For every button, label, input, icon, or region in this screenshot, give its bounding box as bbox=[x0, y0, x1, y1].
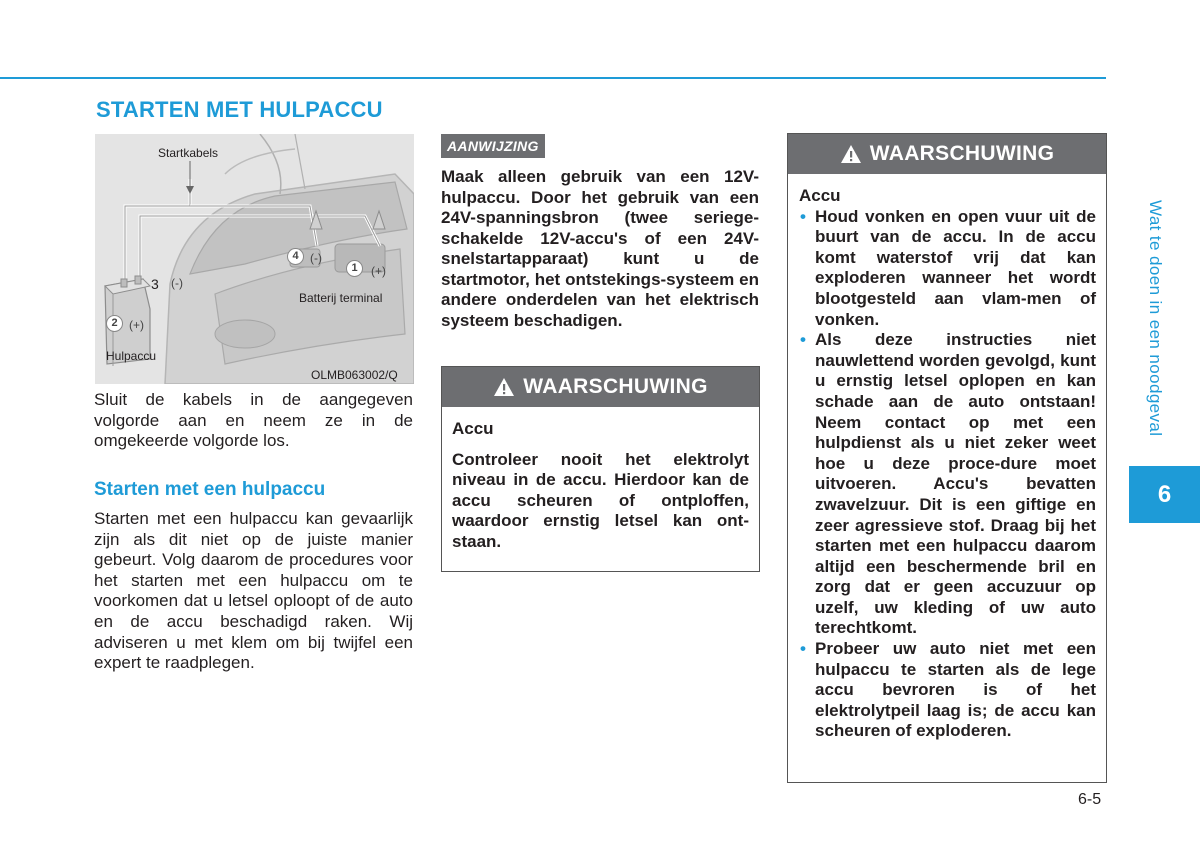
warning-bullet: • Houd vonken en open vuur uit de buurt van de accu. In de accu komt waterstof vrij dat kan exploderen wanneer het wordt blootgesteld aan vlam-men of vonken. bbox=[799, 207, 1096, 331]
section-title: STARTEN MET HULPACCU bbox=[96, 97, 383, 122]
warning-body-middle bbox=[442, 407, 759, 553]
warning-text-middle: Controleer nooit het elektrolyt niveau in de accu. Hierdoor kan de accu scheuren of ontploffen, waardoor ernstig letsel kan ont-staan. bbox=[452, 449, 749, 551]
sub-text: Starten met een hulpaccu kan gevaarlijk zijn als dit niet op de juiste manier gebeurt. Volg daarom de procedures voor het starten met een hulpaccu om te voorkomen dat u letsel oploopt of de auto en de accu beschadigd raken. Wij adviseren u met klem om bij twijfel een expert te raadplegen. bbox=[94, 509, 413, 673]
marker-3: 3 bbox=[151, 276, 159, 292]
marker-2: 2 bbox=[106, 315, 123, 332]
warning-triangle-icon bbox=[493, 377, 515, 397]
polarity-3: (-) bbox=[171, 276, 183, 290]
marker-4: 4 bbox=[287, 248, 304, 265]
warning-subject-middle: Accu bbox=[452, 419, 494, 438]
polarity-4: (-) bbox=[310, 251, 322, 265]
polarity-1: (+) bbox=[371, 264, 386, 278]
label-battery-terminal: Batterij terminal bbox=[299, 291, 383, 305]
chapter-side-title: Wat te doen in een noodgeval bbox=[1146, 200, 1165, 437]
intro-text: Sluit de kabels in de aangegeven volgorde aan en neem ze in de omgekeerde volgorde los. bbox=[94, 390, 413, 451]
warning-bullet: • Probeer uw auto niet met een hulpaccu te starten als de lege accu bevroren is of het elektrolytpeil laag is; de accu kan scheuren of exploderen. bbox=[799, 639, 1096, 742]
jump-start-illustration bbox=[95, 134, 414, 384]
label-start-cables: Startkabels bbox=[158, 146, 219, 160]
warning-bullet: • Als deze instructies niet nauwlettend worden gevolgd, kunt u ernstig letsel oplopen en kan schade aan de auto ontstaan! Neem contact op met een hulpdienst als u niet zeker weet hoe u deze proce-dure moet uitvoeren. Accu's bevatten zwavelzuur. Dit is een giftige en zeer agressieve stof. Draag bij het starten met een hulpaccu daarom altijd een beschermende bril en zorg dat er geen accuzuur op uzelf, uw kleding of uw auto terechtkomt. bbox=[799, 330, 1096, 639]
warning-triangle-icon bbox=[840, 144, 862, 164]
warning-body-right bbox=[788, 174, 1106, 742]
warning-header-middle bbox=[442, 367, 759, 407]
chapter-tab: 6 bbox=[1129, 466, 1200, 523]
warning-title-right: WAARSCHUWING bbox=[869, 142, 1055, 165]
warning-subject-right: Accu bbox=[799, 186, 841, 205]
warning-box-middle bbox=[441, 366, 760, 572]
note-text: Maak alleen gebruik van een 12V-hulpaccu. Door het gebruik van een 24V-spanningsbron (twee seriege-schakelde 12V-accu's of een 24V-snelstartapparaat) kunt u de startmotor, het ontstekings-systeem en andere onderdelen van het elektrisch systeem beschadigen. bbox=[441, 167, 759, 330]
page-number: 6-5 bbox=[1078, 791, 1102, 808]
sub-heading: Starten met een hulpaccu bbox=[94, 479, 326, 500]
warning-title-middle: WAARSCHUWING bbox=[523, 375, 708, 398]
marker-1: 1 bbox=[346, 260, 363, 277]
warning-bullet-list bbox=[799, 207, 1096, 742]
figure-code: OLMB063002/Q bbox=[311, 368, 398, 382]
top-rule bbox=[0, 77, 1106, 79]
label-booster-battery: Hulpaccu bbox=[106, 349, 157, 363]
warning-header-right bbox=[788, 134, 1106, 174]
warning-box-right bbox=[787, 133, 1107, 783]
note-tag: AANWIJZING bbox=[441, 134, 545, 158]
polarity-2: (+) bbox=[129, 318, 144, 332]
car-trunk-drawing bbox=[95, 134, 414, 384]
